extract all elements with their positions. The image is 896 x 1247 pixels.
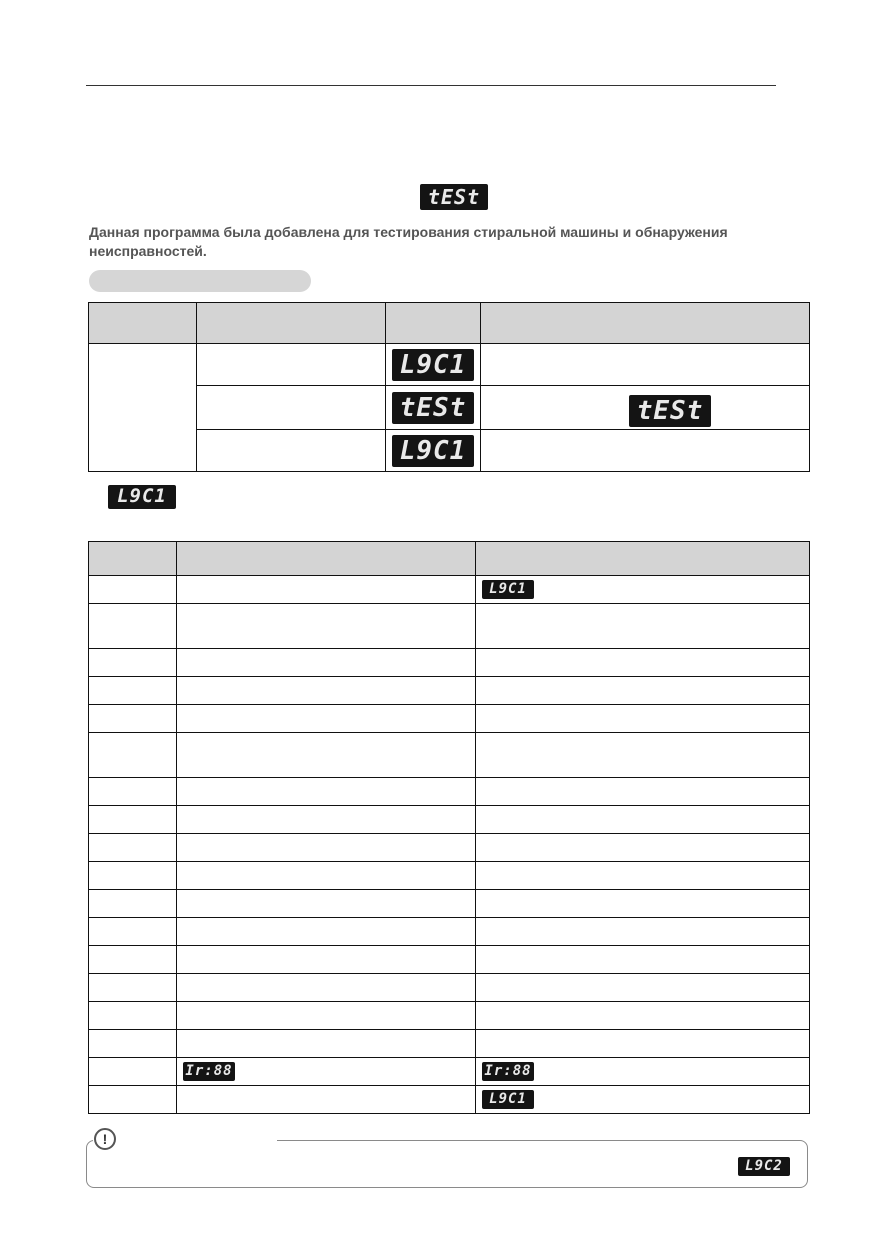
table-cell [177,834,476,862]
table-cell [89,778,177,806]
test-steps-table [88,541,810,1114]
table-cell [177,705,476,733]
header-cell [177,542,476,576]
table-cell [89,604,177,649]
table-cell [177,733,476,778]
table-cell [476,974,810,1002]
table-cell [197,430,386,472]
table-row [89,890,810,918]
table-cell [177,946,476,974]
top-rule [86,85,776,86]
table-row [89,1058,810,1086]
table-cell [197,344,386,386]
display-l9c1: L9C1 [392,435,474,467]
table-cell [89,806,177,834]
table-cell [476,862,810,890]
table-cell [476,733,810,778]
table-cell [89,918,177,946]
table-cell [476,834,810,862]
table-row [89,705,810,733]
table-cell [476,890,810,918]
display-cell [386,430,481,472]
table-row [89,974,810,1002]
table-cell [89,649,177,677]
table-row [89,677,810,705]
table-cell [476,604,810,649]
table-cell [476,946,810,974]
table-cell [476,1030,810,1058]
table-cell [89,1058,177,1086]
table-cell [89,862,177,890]
table-row [89,576,810,604]
table-cell [476,778,810,806]
table-cell [476,1058,810,1086]
table-row [89,430,810,472]
header-cell [197,303,386,344]
table-cell [89,834,177,862]
table-cell [177,862,476,890]
table-cell [89,677,177,705]
table-row [89,1030,810,1058]
table-row [89,1002,810,1030]
table-row [89,604,810,649]
warning-icon: ! [94,1128,116,1150]
table-cell [476,705,810,733]
table-cell [89,946,177,974]
header-cell [476,542,810,576]
note-box [86,1140,808,1188]
table-header-row [89,542,810,576]
table-cell [476,649,810,677]
section-heading-pill [89,270,311,292]
table-cell [481,430,810,472]
table-cell [89,344,197,472]
intro-text: Данная программа была добавлена для тестирования стиральной машины и обнаружения неисправностей. [89,224,728,259]
display-cell [386,386,481,430]
table-cell [177,576,476,604]
table-cell [89,1030,177,1058]
table-row [89,806,810,834]
header-cell [89,303,197,344]
table-row [89,918,810,946]
table-cell [481,344,810,386]
table-cell [89,974,177,1002]
table-cell [177,918,476,946]
table-row [89,649,810,677]
display-test: tESt [392,392,474,424]
table-row [89,1086,810,1114]
test-entry-table [88,302,810,472]
table-cell [476,1086,810,1114]
header-cell [89,542,177,576]
table-cell [177,806,476,834]
table-cell [481,386,810,430]
table-cell [197,386,386,430]
table-cell [177,604,476,649]
table-cell [177,1086,476,1114]
display-l9c1: L9C1 [482,1090,534,1109]
table-cell [476,918,810,946]
table-cell [177,974,476,1002]
table-row [89,386,810,430]
display-l9c2: L9C2 [738,1157,790,1176]
display-ir: Ir:88 [183,1062,235,1081]
table-cell [476,677,810,705]
display-l9c1: L9C1 [392,349,474,381]
table-cell [89,705,177,733]
table-cell [177,1058,476,1086]
table-header-row [89,303,810,344]
table-cell [476,806,810,834]
table-cell [177,1030,476,1058]
table-cell [476,1002,810,1030]
display-l9c1: L9C1 [482,580,534,599]
table-row [89,778,810,806]
display-ir: Ir:88 [482,1062,534,1081]
table-cell [177,1002,476,1030]
table-cell [89,1086,177,1114]
table-cell [89,733,177,778]
table-cell [89,576,177,604]
table-cell [177,778,476,806]
table-row [89,344,810,386]
display-cell [386,344,481,386]
test-mode-display: tESt [420,184,488,210]
header-cell [386,303,481,344]
table-row [89,834,810,862]
table-row [89,946,810,974]
table-cell [177,890,476,918]
table-cell [476,576,810,604]
table-cell [89,890,177,918]
display-l9c1-standalone: L9C1 [108,485,176,509]
table-row [89,862,810,890]
table-cell [89,1002,177,1030]
display-test-inline: tESt [629,395,711,427]
table-cell [177,677,476,705]
table-cell [177,649,476,677]
table-row [89,733,810,778]
header-cell [481,303,810,344]
